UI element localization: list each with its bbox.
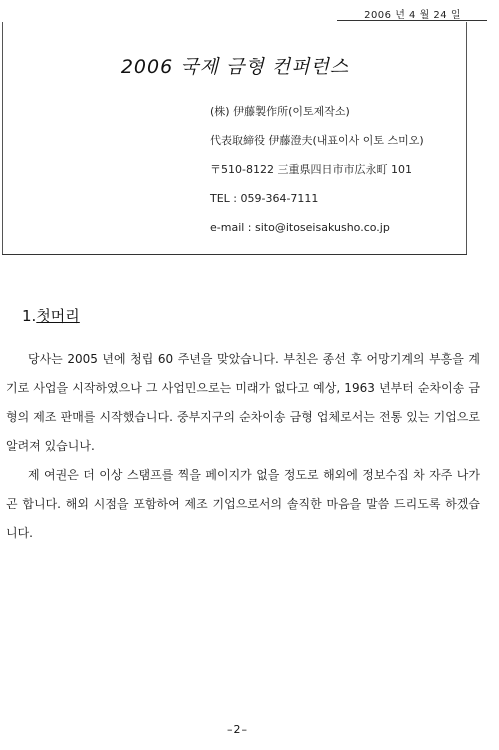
paragraph: 제 여권은 더 이상 스탬프를 찍을 페이지가 없을 정도로 해외에 정보수집 차 자주 나가곤 합니다. 해외 시점을 포함하여 제조 기업으로서의 솔직한 마음을 말씀 드리도록 하겠습니다. [6,468,480,540]
document-date: 2006 년 4 월 24 일 [364,10,461,21]
title-box-bottom-rule [2,254,467,255]
page-number: –2– [227,723,248,736]
paragraph: 당사는 2005 년에 청립 60 주년을 맞았습니다. 부친은 종선 후 어망기계의 부흥을 계기로 사업을 시작하였으나 그 사업민으로는 미래가 없다고 예상, 1963 년부터 순차이송 금형의 제조 판매를 시작했습니다. 중부지구의 순차이송 금형 업체로서는 전통 있는 기업으로 알려져 있습니나. [6,352,480,453]
representative: 代表取締役 伊藤澄夫(내표이사 이토 스미오) [210,134,424,147]
conference-title: 2006 국제 금형 컨퍼런스 [120,56,350,78]
section-number: 1. [22,307,37,325]
email: e-mail : sito@itoseisakusho.co.jp [210,221,390,234]
section-title: 첫머리 [36,307,80,325]
date-rule [337,20,487,21]
telephone: TEL : 059-364-7111 [210,192,319,205]
section-heading [22,305,80,326]
body-text [6,345,480,548]
company-name: (株) 伊藤製作所(이토제작소) [210,105,350,118]
contact-block [210,97,424,242]
address: 〒510-8122 三重県四日市市広永町 101 [210,163,412,176]
